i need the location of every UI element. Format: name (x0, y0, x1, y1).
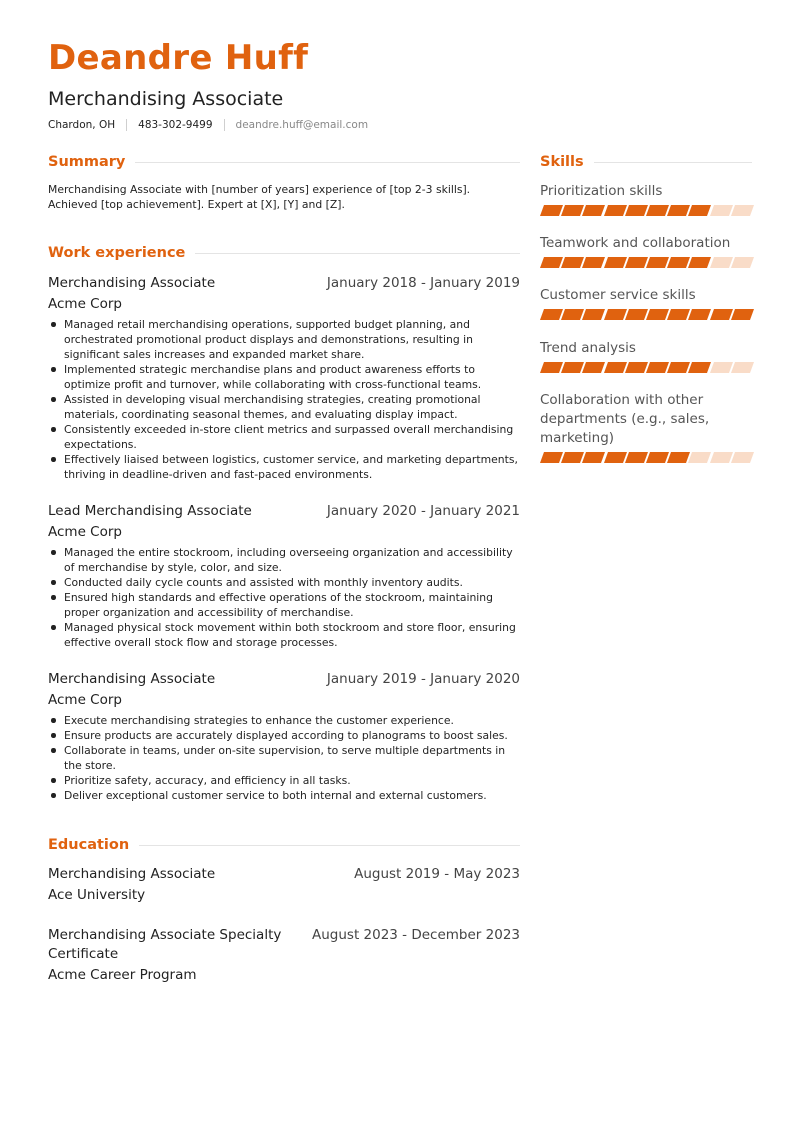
skill-segment-empty (731, 362, 754, 373)
section-rule (139, 845, 520, 846)
skill-level-bar (540, 257, 754, 268)
skill-segment-empty (731, 205, 754, 216)
summary-heading (48, 154, 520, 170)
skills-heading-label: Skills (540, 154, 584, 170)
skill-segment-filled (582, 309, 605, 320)
skill-item (540, 391, 754, 463)
job-company: Acme Corp (48, 692, 122, 708)
section-rule (594, 162, 752, 163)
job-bullets (48, 713, 520, 803)
skill-segment-filled (561, 452, 584, 463)
job-title: Merchandising Associate (48, 275, 216, 291)
skill-segment-filled (604, 452, 627, 463)
job-dates: January 2020 - January 2021 (326, 503, 520, 519)
divider (126, 119, 127, 131)
skill-segment-filled (582, 205, 605, 216)
bullet-item: Deliver exceptional customer service to both internal and external customers. (48, 788, 520, 803)
candidate-name: Deandre Huff (48, 38, 309, 78)
skills-heading (540, 154, 752, 170)
skill-segment-empty (710, 257, 733, 268)
summary-text: Merchandising Associate with [number of years] experience of [top 2-3 skills]. Achieved [top achievement]. Expert at [X], [Y] and [Z]. (48, 183, 471, 211)
job-title: Lead Merchandising Associate (48, 503, 252, 519)
bullet-item: Managed the entire stockroom, including overseeing organization and accessibility of merchandise by style, color, and size. (48, 545, 520, 575)
skill-segment-filled (582, 362, 605, 373)
skill-segment-filled (582, 257, 605, 268)
skill-name: Collaboration with other departments (e.g., sales, marketing) (540, 392, 710, 446)
summary-heading-label: Summary (48, 154, 126, 170)
job-dates: January 2019 - January 2020 (326, 671, 520, 687)
skill-segment-empty (710, 205, 733, 216)
skill-item (540, 339, 754, 373)
bullet-item: Effectively liaised between logistics, customer service, and marketing departments, thriving in deadline-driven and fast-paced environments. (48, 452, 520, 482)
skill-segment-filled (604, 205, 627, 216)
skill-segment-filled (540, 362, 563, 373)
skill-segment-filled (646, 362, 669, 373)
skill-segment-filled (561, 362, 584, 373)
skill-segment-filled (582, 452, 605, 463)
divider (224, 119, 225, 131)
skill-segment-filled (688, 257, 711, 268)
skill-segment-empty (731, 257, 754, 268)
skill-segment-filled (625, 205, 648, 216)
bullet-item: Consistently exceeded in-store client metrics and surpassed overall merchandising expectations. (48, 422, 520, 452)
skill-segment-filled (625, 452, 648, 463)
skill-segment-filled (688, 309, 711, 320)
skill-name: Customer service skills (540, 287, 696, 303)
education-dates: August 2019 - May 2023 (354, 866, 520, 882)
job-company: Acme Corp (48, 296, 122, 312)
bullet-item: Collaborate in teams, under on-site supervision, to serve multiple departments in the store. (48, 743, 520, 773)
job-entry-2 (48, 503, 520, 650)
bullet-item: Ensure products are accurately displayed according to planograms to boost sales. (48, 728, 520, 743)
email-link[interactable]: deandre.huff@email.com (235, 119, 369, 131)
skill-segment-filled (540, 257, 563, 268)
skill-segment-filled (625, 362, 648, 373)
skill-segment-empty (688, 452, 711, 463)
skill-item (540, 234, 754, 268)
bullet-item: Managed retail merchandising operations, supported budget planning, and orchestrated promotional product displays and demonstrations, resulting in significant sales increases and expanded market share. (48, 317, 520, 362)
skill-item (540, 286, 754, 320)
skill-segment-filled (667, 452, 690, 463)
bullet-item: Assisted in developing visual merchandising strategies, creating promotional materials, coordinating seasonal themes, and evaluating display impact. (48, 392, 520, 422)
bullet-item: Execute merchandising strategies to enhance the customer experience. (48, 713, 520, 728)
skill-segment-empty (710, 362, 733, 373)
skill-segment-filled (731, 309, 754, 320)
education-entry-1 (48, 865, 520, 903)
phone: 483-302-9499 (138, 119, 213, 131)
section-rule (195, 253, 520, 254)
skill-segment-filled (646, 257, 669, 268)
skill-segment-filled (540, 452, 563, 463)
skill-segment-filled (561, 257, 584, 268)
job-dates: January 2018 - January 2019 (326, 275, 520, 291)
skill-level-bar (540, 452, 754, 463)
skill-segment-filled (625, 257, 648, 268)
education-dates: August 2023 - December 2023 (312, 927, 520, 943)
skill-segment-empty (710, 452, 733, 463)
degree: Merchandising Associate Specialty Certificate (48, 927, 282, 962)
skill-segment-filled (646, 452, 669, 463)
skill-segment-filled (561, 309, 584, 320)
skill-segment-filled (688, 205, 711, 216)
school: Acme Career Program (48, 967, 197, 983)
skill-segment-filled (540, 205, 563, 216)
degree: Merchandising Associate (48, 866, 216, 882)
job-bullets (48, 545, 520, 650)
skill-segment-filled (688, 362, 711, 373)
skill-segment-filled (667, 205, 690, 216)
education-entry-2 (48, 926, 520, 983)
skill-level-bar (540, 205, 754, 216)
skill-segment-filled (540, 309, 563, 320)
job-title: Merchandising Associate (48, 88, 284, 110)
skill-segment-filled (646, 205, 669, 216)
skill-item (540, 182, 754, 216)
school: Ace University (48, 887, 146, 903)
education-heading (48, 837, 520, 853)
bullet-item: Ensured high standards and effective operations of the stockroom, maintaining proper organization and accessibility of merchandise. (48, 590, 520, 620)
contact-line (48, 119, 368, 131)
skill-segment-filled (604, 362, 627, 373)
job-title: Merchandising Associate (48, 671, 216, 687)
job-entry-3 (48, 671, 520, 803)
skill-segment-filled (646, 309, 669, 320)
skill-segment-filled (604, 309, 627, 320)
bullet-item: Conducted daily cycle counts and assisted with monthly inventory audits. (48, 575, 520, 590)
education-heading-label: Education (48, 837, 130, 853)
section-rule (135, 162, 520, 163)
skill-name: Trend analysis (540, 340, 636, 356)
skill-name: Prioritization skills (540, 183, 663, 199)
job-bullets (48, 317, 520, 482)
skill-level-bar (540, 362, 754, 373)
bullet-item: Prioritize safety, accuracy, and efficiency in all tasks. (48, 773, 520, 788)
bullet-item: Implemented strategic merchandise plans and product awareness efforts to optimize profit and turnover, while collaborating with cross-functional teams. (48, 362, 520, 392)
skill-segment-filled (561, 205, 584, 216)
work-heading-label: Work experience (48, 245, 186, 261)
skill-segment-filled (604, 257, 627, 268)
skill-segment-empty (731, 452, 754, 463)
job-company: Acme Corp (48, 524, 122, 540)
skill-segment-filled (625, 309, 648, 320)
skill-segment-filled (667, 309, 690, 320)
job-entry-1 (48, 275, 520, 482)
skill-segment-filled (667, 257, 690, 268)
location: Chardon, OH (48, 119, 116, 131)
skill-segment-filled (710, 309, 733, 320)
skill-name: Teamwork and collaboration (540, 235, 731, 251)
skill-segment-filled (667, 362, 690, 373)
work-heading (48, 245, 520, 261)
bullet-item: Managed physical stock movement within both stockroom and store floor, ensuring effective overall stock flow and storage processes. (48, 620, 520, 650)
skill-level-bar (540, 309, 754, 320)
